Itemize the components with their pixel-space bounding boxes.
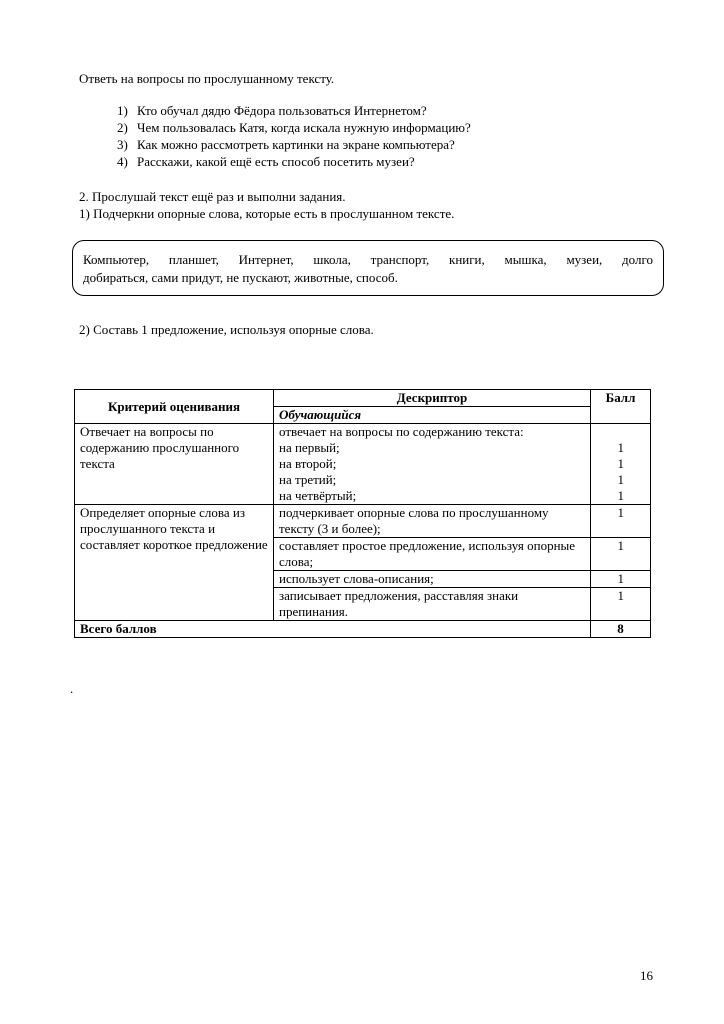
page-number: 16: [640, 968, 653, 983]
score-cell: 1 1 1 1: [591, 424, 651, 505]
question-text: Кто обучал дядю Фёдора пользоваться Интернетом?: [137, 103, 427, 118]
question-text: Чем пользовалась Катя, когда искала нужную информацию?: [137, 120, 471, 135]
total-value: 8: [591, 621, 651, 638]
question-number: 4): [117, 154, 128, 169]
question-number: 2): [117, 120, 128, 135]
table-header-row: [75, 390, 651, 407]
header-descriptor: Дескриптор: [274, 390, 591, 407]
keywords-line-1: Компьютер, планшет, Интернет, школа, транспорт, книги, мышка, музеи, долго: [83, 252, 653, 267]
question-text: Как можно рассмотреть картинки на экране компьютера?: [137, 137, 455, 152]
grading-table: [74, 389, 651, 638]
table-row: [75, 424, 651, 505]
intro-instruction: Ответь на вопросы по прослушанному тексту.: [79, 71, 335, 86]
descriptor-cell: отвечает на вопросы по содержанию текста: на первый; на второй; на третий; на четвёртый;: [274, 424, 591, 505]
question-item: [117, 153, 415, 170]
keywords-line-2: добираться, сами придут, не пускают, животные, способ.: [83, 270, 398, 285]
question-item: [117, 136, 455, 153]
header-criterion: Критерий оценивания: [75, 390, 274, 424]
score-cell: 1: [591, 505, 651, 538]
task2-heading: 2. Прослушай текст ещё раз и выполни задания.: [79, 189, 346, 204]
keywords-box: [72, 240, 664, 296]
score-cell: 1: [591, 588, 651, 621]
stray-mark: .: [70, 681, 74, 696]
subheader-learner: Обучающийся: [274, 407, 591, 424]
header-score: Балл: [591, 390, 651, 424]
table-total-row: [75, 621, 651, 638]
score-cell: 1: [591, 538, 651, 571]
descriptor-cell: использует слова-описания;: [274, 571, 591, 588]
task2-subtask-underline: 1) Подчеркни опорные слова, которые есть в прослушанном тексте.: [79, 206, 455, 221]
score-cell: 1: [591, 571, 651, 588]
total-label: Всего баллов: [75, 621, 591, 638]
question-item: [117, 102, 427, 119]
criterion-cell: Определяет опорные слова из прослушанного текста и составляет короткое предложение: [75, 505, 274, 621]
question-text: Расскажи, какой ещё есть способ посетить музеи?: [137, 154, 415, 169]
question-item: [117, 119, 471, 136]
criterion-cell: Отвечает на вопросы по содержанию прослушанного текста: [75, 424, 274, 505]
question-number: 1): [117, 103, 128, 118]
descriptor-cell: записывает предложения, расставляя знаки препинания.: [274, 588, 591, 621]
question-number: 3): [117, 137, 128, 152]
task2-subtask-sentence: 2) Составь 1 предложение, используя опорные слова.: [79, 322, 374, 337]
table-row: [75, 505, 651, 538]
descriptor-cell: составляет простое предложение, используя опорные слова;: [274, 538, 591, 571]
descriptor-cell: подчеркивает опорные слова по прослушанному тексту (3 и более);: [274, 505, 591, 538]
